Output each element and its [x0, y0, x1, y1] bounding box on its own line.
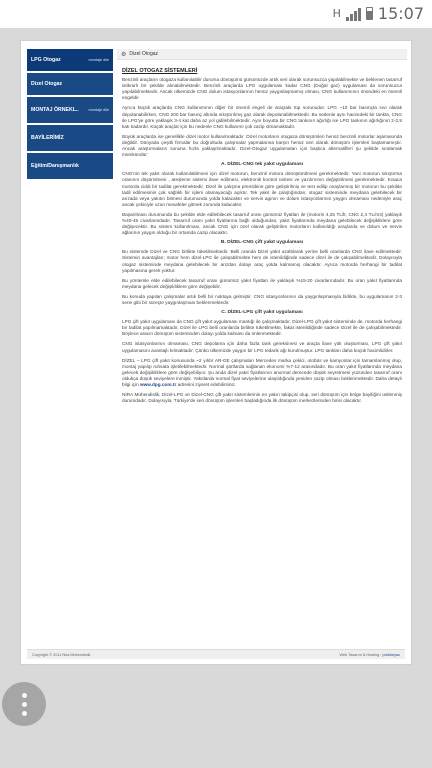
paragraph: CNG'nin tek yakıt olarak kullanılabilmesi için dizel motorun, benzinli motora dönüştürülmesi gerekmektedir. Yani motorun sıkıştırma oranının düşürülmesi , ateşleme sistemi ilave edilmesi, elektronik kontrol ünitesi ve yazılımının değiştirilmesi gerekmektedir. Kısaca motorda ciddi bir tadilat gerekmektedir. Dizel ile çalışma prensibine göre geliştirilmiş ve test edilip onaylanmış bir motorun bu şekilde tadil edilmesinin çok sağlıklı bir işlem olamayacağı açıktır. Tek yakıt ile çalıştığından, otogaz sisteminde meydana gelebilecek bir arızada veya yakıtın bitmesi durumunda yolda kalacaktır ve servis agının ve dolum istasyonlarının yaygın olmaması nedeniyle araç ancak çekiciyle uzun mesafeler gitmek zorunda kalacaktır. — [122, 171, 402, 207]
sidebar-item-label: BAYİLERİMİZ — [31, 135, 64, 141]
dpg-website-link[interactable]: www.dpg.com.tr — [139, 382, 177, 388]
paragraph: NİRA Mühendislik, Dizel-LPG ve Dizel-CNG çift yakıt sistemlerinin en yakın takipçisi olup, seri dönüşüm için bölge bayiliğini üstlenmiş durumdadır. Dolayısıyla, Türkiye'de seri dönüşüm işlemleri başladığında ilk dönüşüm merkezlerinden birisi olacaktır. — [122, 392, 402, 404]
sidebar-item-dizel-otogaz[interactable] — [27, 73, 113, 95]
section-heading-c: C. DİZEL-LPG çift yakıt uygulaması — [221, 310, 303, 316]
credit-link[interactable]: prokbeyaz — [382, 652, 400, 657]
article-title: DİZEL OTOGAZ SİSTEMLERİ — [122, 68, 198, 74]
web-page — [20, 40, 412, 665]
credit-text — [340, 653, 400, 657]
sidebar-item-bayilerimiz[interactable] — [27, 125, 113, 151]
breadcrumb-label: Dizel Otogaz — [129, 51, 159, 57]
sidebar-item-label: Dizel Otogaz — [31, 81, 63, 87]
paragraph: Başarılması durumunda bu şekilde elde edilebilecek tasarruf oranı günümüz fiyatları ile (motorin 4,25 TL/lt, CNG 2,4 TL/m3) yaklaşık %40-45 civarlarındadır. Tasarruf oranı yakıt fiyatlarına bağlı olduğundan, yakıt fiyatlarında meydana gelebilecek değişikliklere göre değişecektir. Bu sistem kullanılması, ancak CNG için özel olarak geliştirilen motorların kullanıldığı araçlarda ve dolum ve servis ağlarının yaygın olduğu bir ortamda cazip olacaktır. — [122, 211, 402, 236]
copyright-text: Copyright © 2011 Nira Mühendislik — [32, 652, 91, 657]
breadcrumb — [117, 49, 407, 60]
credit-prefix: Web Tasarım & Hosting : — [339, 652, 383, 657]
paragraph: Büyük araçlarda ise genellikle dizel motor kullanılmaktadır. Dizel motorların otogaza dönüşümleri henüz benzinli motorlar aşamasında değildir. Dünyada çeşitli firmalar bu doğrultuda çalışmalar yapmalarına karşın henüz seri olarak dönüşüm işlemleri başlamamıştır. Ancak araştırmaların sonuna hızla yaklaşılmaktadır. Dizel-Otogaz uygulamaları için başlıca alternatifleri şu şekilde sıralamak mümkündür: — [122, 133, 402, 158]
sidebar-item-label: Eğitim/Danışmanlık — [31, 163, 79, 169]
footer — [27, 649, 405, 659]
gear-icon: ⚙ — [121, 51, 127, 58]
battery-icon — [366, 7, 373, 20]
dot-icon — [22, 693, 27, 698]
paragraph: Bu konuda yapılan çalışmalar artık belli bir noktaya gelmiştir. CNG istasyonlarının da yaygınlaşmasıyla birlikte, bu uygulamanın 2-3 sene gibi bir süreçte yaygınlaşması beklenmektedir. — [122, 293, 402, 305]
floating-menu-button[interactable] — [2, 682, 46, 726]
status-bar — [0, 0, 432, 28]
sidebar-item-label: MONTAJ ÖRNEKL.. — [31, 107, 79, 113]
sidebar-item-egitim[interactable] — [27, 153, 113, 179]
article — [117, 60, 407, 404]
sidebar-item-montaj-ornekleri[interactable] — [27, 97, 113, 123]
paragraph: Bu sistemde Dizel ve CNG birlikte tüketilmektedir. Belli oranda Dizel yakıt azaltılarak yerine belli oranlarda CNG ilave edilmektedir. Sistemin avantajları; motor hem dizel-LPG ile çalışabilmekte hem de istenildiğinde sadece dizel ile de çalışabilmektedir. Dolayısıyla otogaz sisteminde meydana gelebilecek bir arızdan dolayı araç yolda kalmamış olacaktır. Ayrıca motorda herhangi bir tadilat yapılmasına gerek yoktur. — [122, 249, 402, 273]
sidebar-item-label: LPG Otogaz — [31, 57, 61, 63]
paragraph — [122, 358, 402, 388]
sidebar-item-lpg-otogaz[interactable] — [27, 49, 113, 71]
paragraph: CNG istasyonlarının olmaması, CNG depolama için daha fazla tank gereksinesi ve araçta ilave yük oluşturması, LPG çift yakıt uygulamasını avantajlı kılmaktadır. Çünkü ülkemizde yaygın bir LPG tedarik ağı kurulmuştur. LPG tankları daha küçük hacimlidirler. — [122, 341, 402, 353]
paragraph: Ayrıca küçük araçlarda CNG kullanımının diğer bir önemli engeli de araçtaki tüp sorunudur. LPG ~10 bar basınçta sıvı olarak depolanabilirken, CNG 200 bar basınç altında sıkıştırılmış gaz olarak depolanabilmektedir. Bu nedenle aynı hacimdeki bir tankta, CNG ile LPG'ye göre yaklaşık 3-4 kat daha az yol gidilebilmektedir. Aynı boyutta bir CNG tankının ağırlığı ise LPG tankının ağırlığının 2-2,5 katı kadardır. Küçük araçlar için bu nedenle CNG kullanımı çok cazip olmamaktadır. — [122, 105, 402, 129]
sidebar-item-sub: montaje dile — [88, 58, 109, 62]
main-content — [117, 49, 407, 408]
paragraph: Benzinli araçların otogaza kullanılabilir duruma dönüşümü günümüzde artık seri olarak sorunsuzca yapılabilmekte ve beklenen tasarruf istikrarlı bir şekilde alınabilmektedir. Benzinli araçlarda LPG uygulaması kadar CNG (Doğal gaz) uygulaması da sorunsuzca yapılabilmektedir. Ancak ülkemizde CNG dolum istasyonlarının henüz yaygınlaşmamış olması, CNG kullanımının önündeki en önemli engeldir. — [122, 77, 402, 101]
sidebar-item-sub: montaje dile — [88, 108, 109, 112]
paragraph: Bu yöntemle elde edilebilecek tasarruf oranı günümüz yakıt fiyatları ile yaklaşık %15-20 civarlarındadır. Bu oran yakıt fiyatlarında meydana gelecek değişikliklere göre değişebilir. — [122, 277, 402, 289]
dot-icon — [22, 711, 27, 716]
section-heading-a: A. DİZEL-CNG tek yakıt uygulaması — [220, 162, 304, 168]
signal-icon — [346, 7, 361, 21]
sidebar-menu — [27, 49, 113, 181]
clock: 15:07 — [377, 4, 424, 23]
paragraph: LPG çift yakıt uygulaması da CNG çift yakıt uygulaması mantığı ile çalışmaktadır. Dizel-LPG çift yakıt sisteminde de, motorda herhangi bir tadilat yapılmamaktadır, Dizel ile LPG belli oranlarda birlikte tüketilmekte, fakat istenildiğinde sadece Dizel ile de çalışabilmektedir. Böylece aracın dönüşüm sisteminden dolayı yolda kalması da önlenmektedir. — [122, 319, 402, 337]
paragraph-text: adresini ziyaret edebilirsiniz. — [176, 382, 237, 388]
section-heading-b: B. DİZEL-CNG çift yakıt uygulaması — [220, 240, 304, 246]
network-type-label: H — [332, 7, 341, 20]
dot-icon — [22, 702, 27, 707]
paragraph-text: DİZEL – LPG çift yakıt konusunda ~2 yıldır AR-GE çalışmaları Mercedes marka çekici, otobüs ve kamyonlar için tamamlanmış olup, montaj yapılıp ruhsata işletilebilmektedir. Normal şartlarda sağlanan ekonomi %7-12 arasındadır. Bu oran yakıt fiyatlarında meydana gelecek değişikliklere göre değişebiliyor. Şu anda dizel yakıt fiyatlarının anormal derecede düşük seyretmesi yüzünden tasarruf oranı oldukça düşük seviyelere inmiştir. Yakıtlarda normal fiyat seviyelerine ulaşıldığında yeniden cazip olması beklenmektedir. Daha detaylı bilgi için — [122, 357, 402, 388]
